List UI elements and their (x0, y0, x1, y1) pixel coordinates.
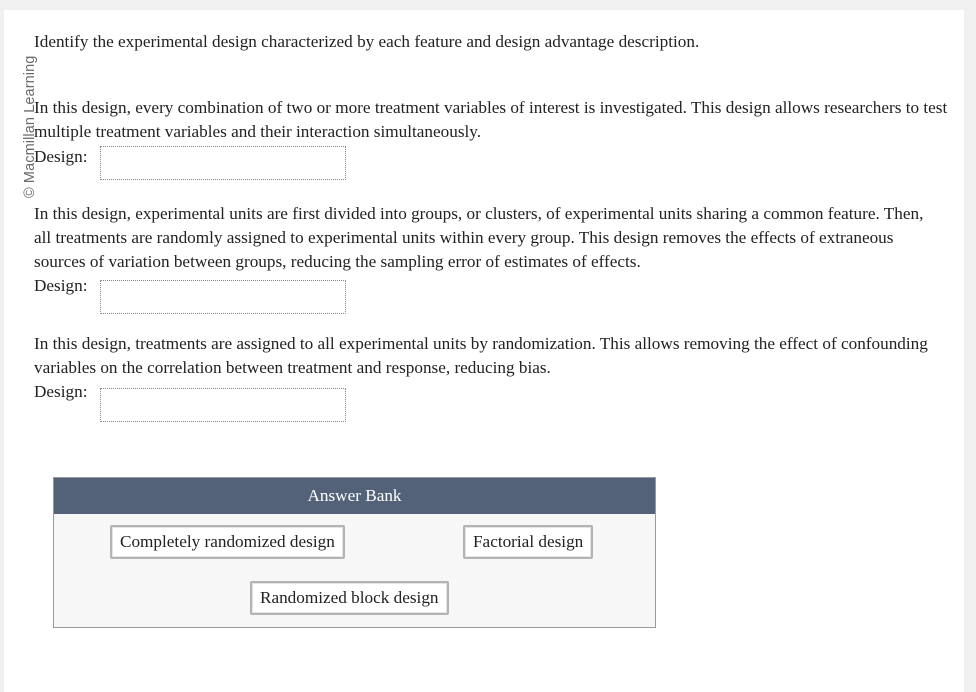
instruction-text: Identify the experimental design characterized by each feature and design advantage description. (34, 32, 700, 51)
question-2-description: In this design, experimental units are first divided into groups, or clusters, of experimental units sharing a common feature. Then, all treatments are randomly assigned to experimental units within every group. This design removes the effects of extraneous sources of variation between groups, reducing the sampling error of estimates of effects. (34, 204, 924, 271)
question-1-design-label: Design: (34, 147, 88, 166)
question-1-drop-target[interactable] (100, 146, 346, 180)
question-3-drop-target[interactable] (100, 388, 346, 422)
answer-bank-title: Answer Bank (54, 478, 655, 514)
question-3-description: In this design, treatments are assigned to all experimental units by randomization. This allows removing the effect of confounding variables on the correlation between treatment and response, reducing bias. (34, 334, 928, 377)
answer-bank (53, 477, 656, 628)
answer-chip-randomized-block[interactable]: Randomized block design (250, 581, 449, 615)
answer-chip-completely-randomized[interactable]: Completely randomized design (110, 525, 345, 559)
answer-chip-factorial[interactable]: Factorial design (463, 525, 593, 559)
question-2-design-label: Design: (34, 276, 88, 295)
question-3-design-label: Design: (34, 382, 88, 401)
copyright-watermark: © Macmillan Learning (22, 55, 38, 198)
question-2-drop-target[interactable] (100, 280, 346, 314)
question-1-description: In this design, every combination of two or more treatment variables of interest is investigated. This design allows researchers to test multiple treatment variables and their interaction simultaneously. (34, 98, 948, 141)
